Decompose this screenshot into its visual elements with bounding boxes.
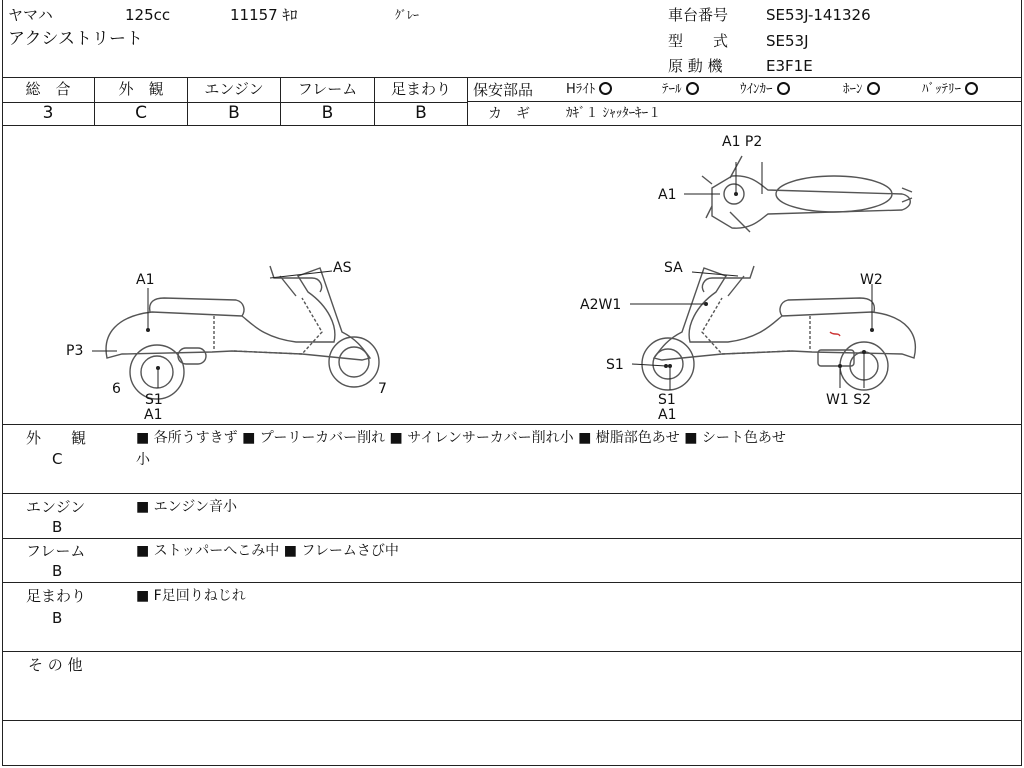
grade-exterior: C xyxy=(135,103,147,123)
divider xyxy=(2,424,1022,425)
notes-frame-text: ■ ストッパーへこみ中 ■ フレームさび中 xyxy=(136,543,399,559)
safety-battery: ﾊﾞｯﾃﾘｰ xyxy=(922,81,978,99)
divider xyxy=(2,651,1022,652)
model-name: アクシストリート xyxy=(8,29,143,49)
label-left-p3: P3 xyxy=(66,343,84,359)
grade-suspension: B xyxy=(415,103,427,123)
label-right-s1: S1 xyxy=(606,357,624,373)
label-top-a1p2: A1 P2 xyxy=(722,134,763,150)
label-left-s1: S1 xyxy=(145,392,163,408)
grade-frame: B xyxy=(321,103,334,123)
ok-circle-icon xyxy=(599,82,612,95)
ok-circle-icon xyxy=(965,82,978,95)
label-left-6: 6 xyxy=(112,381,121,397)
notes-engine-grade: B xyxy=(52,518,63,536)
label-left-as: AS xyxy=(333,260,352,276)
divider xyxy=(467,77,468,125)
divider xyxy=(2,720,1022,721)
divider xyxy=(2,77,1022,78)
notes-engine-text: ■ エンジン音小 xyxy=(136,499,237,515)
label-right-a2w1: A2W1 xyxy=(580,297,622,313)
notes-susp-grade: B xyxy=(52,609,63,627)
grade-exterior-label: 外 観 xyxy=(118,80,164,98)
key-value: ｶｷﾞ１ ｼｬｯﾀｰｷｰ１ xyxy=(566,106,662,121)
label-left-7: 7 xyxy=(378,381,387,397)
left-scooter-panel xyxy=(214,298,322,354)
ok-circle-icon xyxy=(686,82,699,95)
safety-title: 保安部品 xyxy=(473,81,534,99)
grade-engine-label: エンジン xyxy=(204,80,264,98)
grade-total: 3 xyxy=(42,103,54,123)
divider xyxy=(2,538,1022,539)
divider xyxy=(468,101,1022,102)
safety-winker: ｳｲﾝｶｰ xyxy=(740,81,790,99)
notes-susp-label: 足まわり xyxy=(26,587,87,605)
notes-frame-grade: B xyxy=(52,562,63,580)
divider xyxy=(2,493,1022,494)
grade-frame-label: フレーム xyxy=(297,80,358,98)
label-left-a1b: A1 xyxy=(144,407,163,423)
ok-circle-icon xyxy=(867,82,880,95)
notes-susp-text: ■ F足回りねじれ xyxy=(136,588,246,604)
notes-exterior-label: 外 観 xyxy=(26,429,87,447)
grade-engine: B xyxy=(228,103,240,123)
engine-model-label: 原 動 機 xyxy=(668,57,723,75)
ok-circle-icon xyxy=(777,82,790,95)
engine-model: E3F1E xyxy=(766,57,813,75)
grade-total-label: 総 合 xyxy=(25,80,71,98)
right-scooter-panel xyxy=(702,298,810,354)
left-front-wheel xyxy=(329,337,379,387)
notes-other-label: そ の 他 xyxy=(28,656,83,674)
type-label: 型 式 xyxy=(668,32,729,50)
scooter-diagram xyxy=(2,126,1022,424)
notes-frame-label: フレーム xyxy=(26,542,86,560)
safety-horn: ﾎｰﾝ xyxy=(843,81,880,99)
safety-tail: ﾃｰﾙ xyxy=(662,81,699,99)
frame-no: SE53J-141326 xyxy=(766,6,871,24)
divider xyxy=(2,582,1022,583)
grade-suspension-label: 足まわり xyxy=(390,80,451,98)
color: ｸﾞﾚｰ xyxy=(395,8,420,22)
notes-exterior-text-cont: 小 xyxy=(136,452,150,468)
notes-exterior-grade: C xyxy=(52,450,63,468)
label-right-sa: SA xyxy=(664,260,683,276)
right-front-wheel xyxy=(642,338,694,390)
notes-exterior-text: ■ 各所うすきず ■ プーリーカバー削れ ■ サイレンサーカバー削れ小 ■ 樹脂部色あせ ■ シート色あせ xyxy=(136,430,786,446)
label-right-w1s2: W1 S2 xyxy=(826,392,871,408)
displacement: 125cc xyxy=(125,6,171,24)
label-top-a1: A1 xyxy=(658,187,677,203)
label-right-a1: A1 xyxy=(658,407,677,423)
top-scooter-seat xyxy=(776,176,892,212)
frame-no-label: 車台番号 xyxy=(668,6,729,24)
label-right-w2: W2 xyxy=(860,272,883,288)
notes-engine-label: エンジン xyxy=(26,498,86,516)
type-value: SE53J xyxy=(766,32,809,50)
label-left-a1: A1 xyxy=(136,272,155,288)
safety-headlight: Hﾗｲﾄ xyxy=(566,81,612,99)
maker: ヤマハ xyxy=(8,6,53,24)
key-label: カ ギ xyxy=(488,106,530,122)
mileage: 11157 ｷﾛ xyxy=(230,6,298,24)
label-right-s1b: S1 xyxy=(658,392,676,408)
